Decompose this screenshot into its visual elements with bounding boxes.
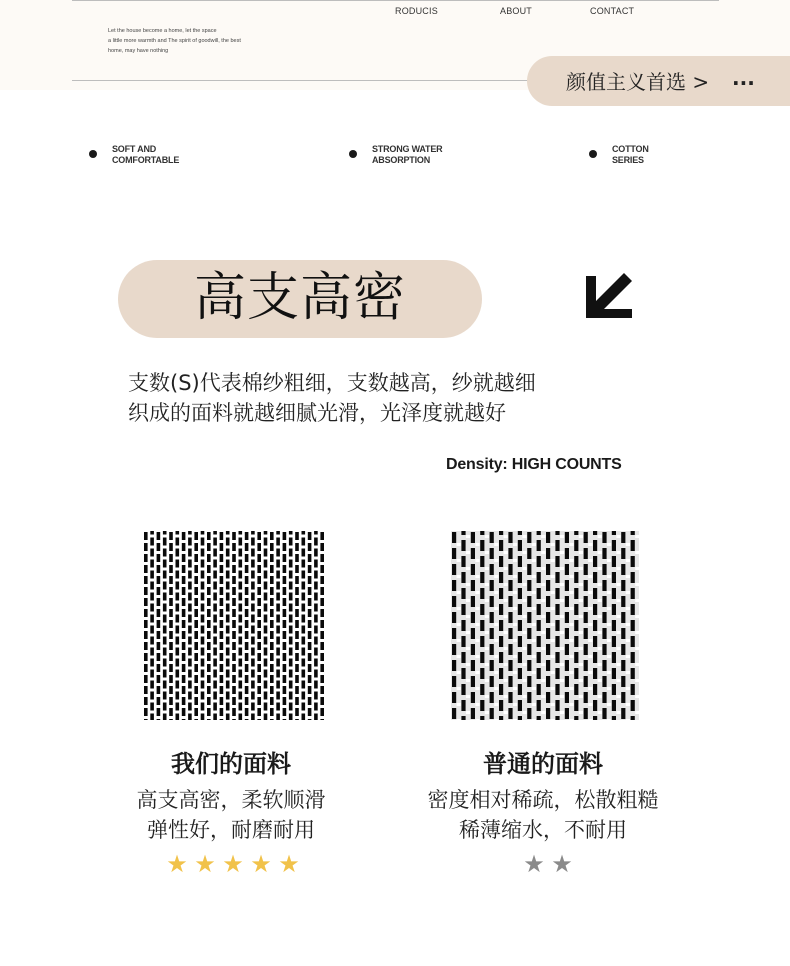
tagline-line: home, may have nothing — [108, 48, 169, 54]
badge-text[interactable]: 颜值主义首选 > — [566, 70, 710, 94]
description-line: 支数(S)代表棉纱粗细，支数越高，纱就越细 — [128, 371, 536, 395]
our-fabric-desc-1: 高支高密，柔软顺滑 — [136, 788, 326, 812]
density-value: HIGH COUNTS — [511, 456, 622, 473]
star-icon: ★ — [166, 850, 188, 878]
our-fabric-rating — [163, 850, 303, 878]
description — [128, 368, 536, 428]
star-icon: ★ — [250, 850, 272, 878]
dense-fabric-pattern — [143, 531, 331, 720]
nav-contact[interactable]: CONTACT — [590, 6, 635, 16]
normal-fabric-desc-2: 稀薄缩水，不耐用 — [459, 818, 627, 842]
section-title: 高支高密 — [193, 268, 406, 328]
nav-products[interactable]: RODUCIS — [395, 6, 438, 16]
description-line: 织成的面料就越细腻光滑，光泽度就越好 — [128, 401, 506, 425]
feature-line: ABSORPTION — [372, 155, 431, 165]
normal-fabric-rating — [520, 850, 576, 878]
star-icon: ★ — [222, 850, 244, 878]
bullet-icon — [349, 150, 357, 158]
star-icon: ★ — [523, 850, 545, 878]
our-fabric-desc-2: 弹性好，耐磨耐用 — [147, 818, 315, 842]
star-icon: ★ — [194, 850, 216, 878]
more-icon[interactable]: ... — [732, 66, 755, 90]
arrow-down-left-icon — [584, 270, 636, 320]
density-line — [446, 456, 622, 474]
normal-fabric-desc-1: 密度相对稀疏，松散粗糙 — [427, 788, 659, 812]
tagline — [108, 26, 278, 56]
star-icon: ★ — [278, 850, 300, 878]
tagline-line: Let the house become a home, let the space — [108, 28, 217, 34]
feature-line: COMFORTABLE — [112, 155, 180, 165]
nav-about[interactable]: ABOUT — [500, 6, 533, 16]
star-icon: ★ — [551, 850, 573, 878]
feature-line: SERIES — [612, 155, 644, 165]
bullet-icon — [589, 150, 597, 158]
density-label: Density: — [446, 456, 508, 473]
our-fabric-title: 我们的面料 — [171, 750, 291, 778]
top-divider — [72, 0, 719, 1]
sparse-fabric-pattern — [451, 531, 639, 720]
bullet-icon — [89, 150, 97, 158]
tagline-line: a little more warmth and The spirit of goodwill, the best — [108, 38, 241, 44]
feature-line: COTTON — [612, 144, 649, 154]
feature-line: STRONG WATER — [372, 144, 443, 154]
normal-fabric-title: 普通的面料 — [483, 750, 603, 778]
header-divider — [72, 80, 532, 81]
feature-line: SOFT AND — [112, 144, 157, 154]
